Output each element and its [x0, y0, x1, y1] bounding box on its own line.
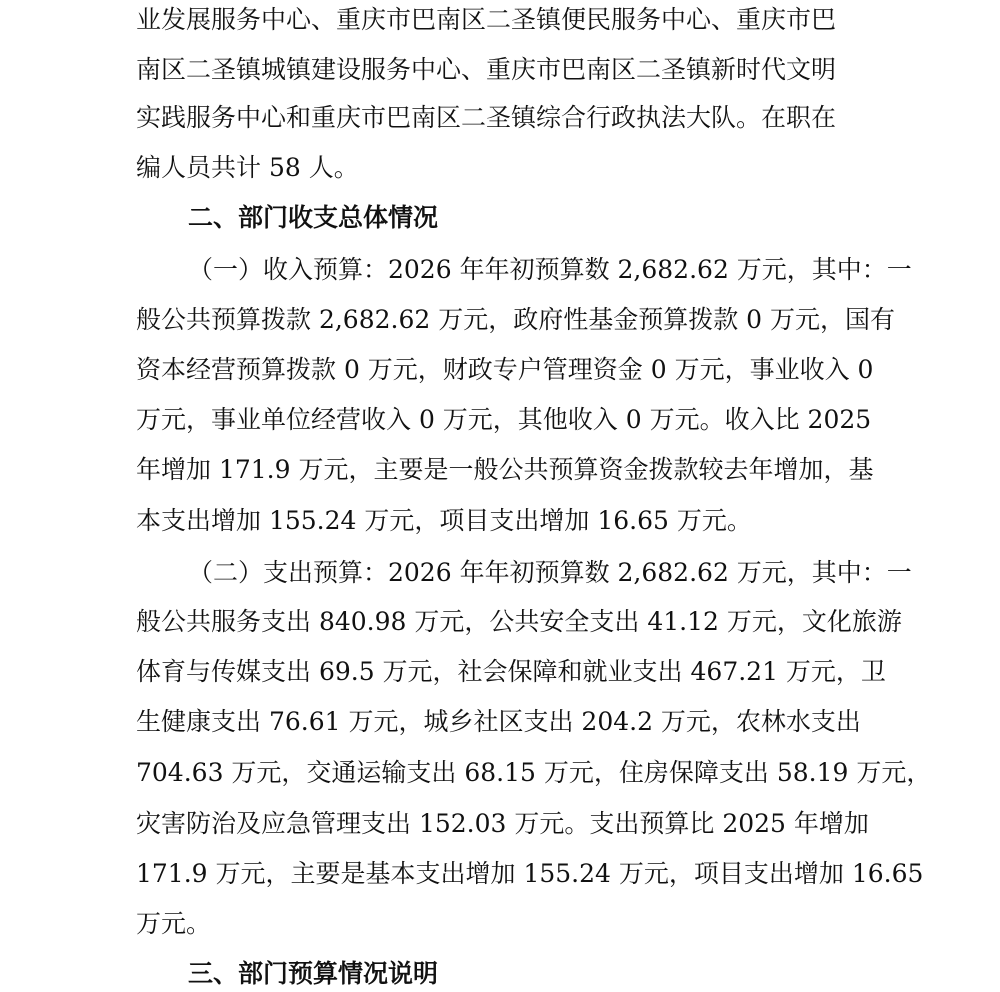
- text-line: 灾害防治及应急管理支出 152.03 万元。支出预算比 2025 年增加: [136, 809, 869, 838]
- text-line: 实践服务中心和重庆市巴南区二圣镇综合行政执法大队。在职在: [136, 103, 837, 132]
- text-line: 体育与传媒支出 69.5 万元，社会保障和就业支出 467.21 万元，卫: [136, 657, 886, 686]
- text-line: （二）支出预算：2026 年年初预算数 2,682.62 万元，其中：一: [188, 558, 912, 587]
- section-heading: 二、部门收支总体情况: [188, 203, 439, 232]
- text-line: 万元。: [136, 909, 212, 938]
- text-line: 本支出增加 155.24 万元，项目支出增加 16.65 万元。: [136, 506, 752, 535]
- text-line: 704.63 万元，交通运输支出 68.15 万元，住房保障支出 58.19 万元，: [136, 758, 932, 787]
- text-line: 般公共预算拨款 2,682.62 万元，政府性基金预算拨款 0 万元，国有: [136, 305, 896, 334]
- text-line: 171.9 万元，主要是基本支出增加 155.24 万元，项目支出增加 16.65: [136, 859, 924, 888]
- section-heading: 三、部门预算情况说明: [188, 959, 439, 988]
- text-line: 生健康支出 76.61 万元，城乡社区支出 204.2 万元，农林水支出: [136, 707, 861, 736]
- text-line: 资本经营预算拨款 0 万元，财政专户管理资金 0 万元，事业收入 0: [136, 355, 874, 384]
- text-line: 业发展服务中心、重庆市巴南区二圣镇便民服务中心、重庆市巴: [136, 5, 837, 34]
- text-line: 般公共服务支出 840.98 万元，公共安全支出 41.12 万元，文化旅游: [136, 607, 902, 636]
- text-line: （一）收入预算：2026 年年初预算数 2,682.62 万元，其中：一: [188, 255, 912, 284]
- text-line: 年增加 171.9 万元，主要是一般公共预算资金拨款较去年增加，基: [136, 455, 874, 484]
- text-line: 万元，事业单位经营收入 0 万元，其他收入 0 万元。收入比 2025: [136, 405, 872, 434]
- text-line: 编人员共计 58 人。: [136, 153, 359, 182]
- text-line: 南区二圣镇城镇建设服务中心、重庆市巴南区二圣镇新时代文明: [136, 55, 837, 84]
